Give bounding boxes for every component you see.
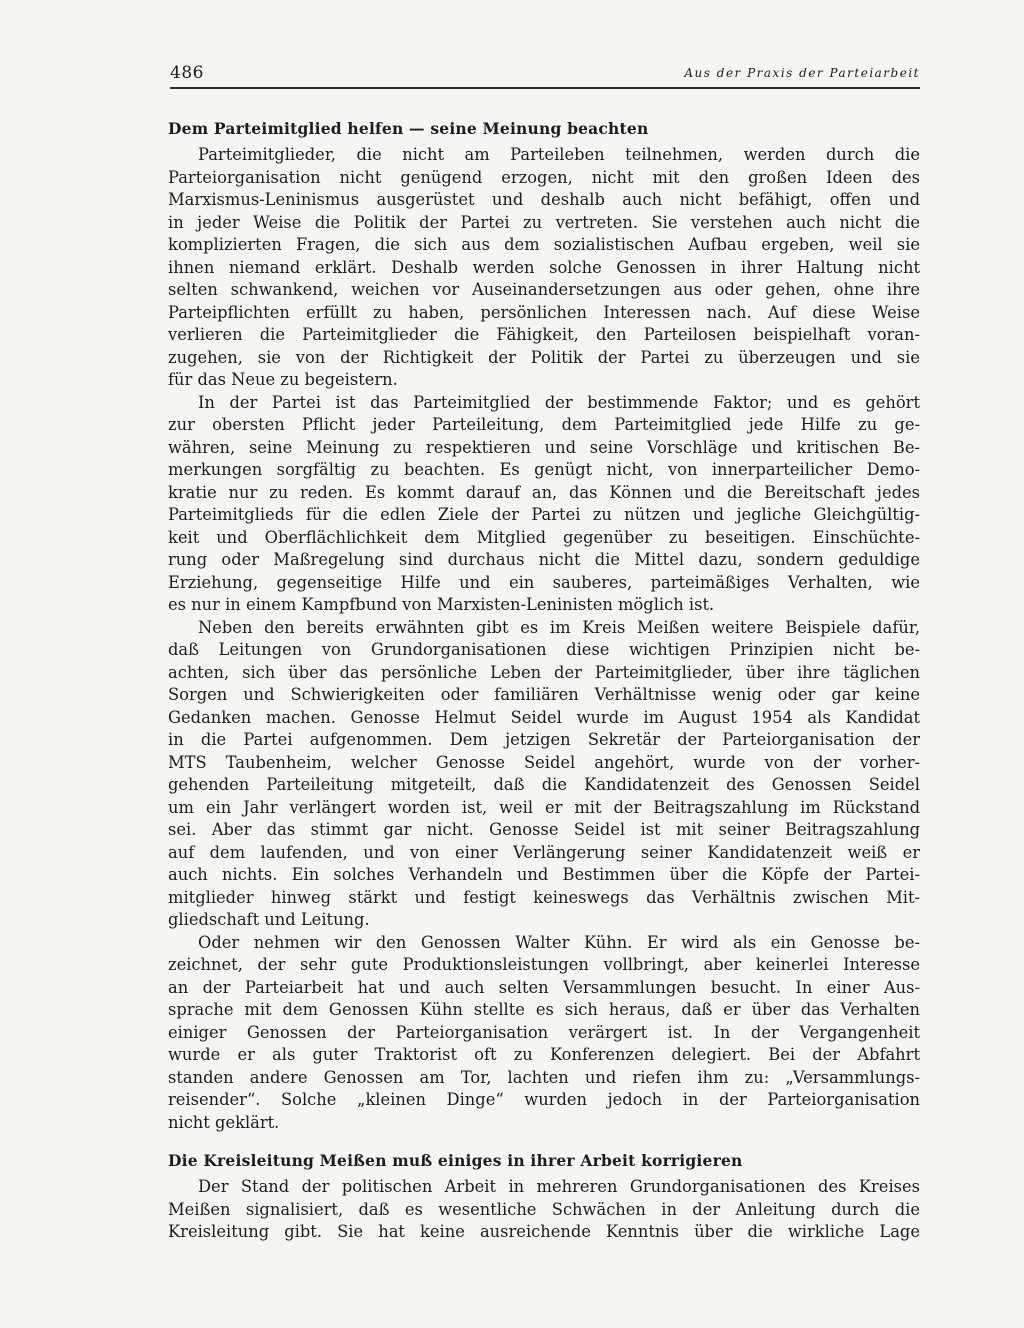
text-line: währen, seine Meinung zu respektieren und seine Vorschläge und kritischen Be- bbox=[168, 437, 920, 457]
section-gap bbox=[168, 1134, 920, 1150]
text-line: In der Partei ist das Parteimitglied der bestimmende Faktor; und es gehört bbox=[198, 392, 920, 412]
page-number: 486 bbox=[170, 63, 204, 83]
text-line: sei. Aber das stimmt gar nicht. Genosse Seidel ist mit seiner Beitragszahlung bbox=[168, 820, 920, 839]
text-line: gehenden Parteileitung mitgeteilt, daß die Kandidatenzeit des Genossen Seidel bbox=[168, 775, 920, 794]
section-heading: Dem Parteimitglied helfen — seine Meinung beachten bbox=[168, 119, 649, 138]
text-line: einiger Genossen der Parteiorganisation verärgert ist. In der Vergangenheit bbox=[168, 1022, 920, 1042]
text-line: Parteipflichten erfüllt zu haben, persönlichen Interessen nach. Auf diese Weise bbox=[168, 302, 920, 322]
text-line: Meißen signalisiert, daß es wesentliche Schwächen in der Anleitung durch die bbox=[168, 1199, 920, 1219]
section-heading: Die Kreisleitung Meißen muß einiges in ihrer Arbeit korrigieren bbox=[168, 1151, 743, 1170]
text-line: Sorgen und Schwierigkeiten oder familiären Verhältnisse wenig oder gar keine bbox=[168, 685, 920, 704]
text-line: um ein Jahr verlängert worden ist, weil er mit der Beitragszahlung im Rückstand bbox=[168, 797, 920, 817]
text-line: an der Parteiarbeit hat und auch selten Versammlungen besucht. In einer Aus- bbox=[168, 977, 920, 997]
text-line: merkungen sorgfältig zu beachten. Es genügt nicht, von innerparteilicher Demo- bbox=[168, 460, 920, 479]
paragraph bbox=[168, 932, 920, 1135]
text-line: achten, sich über das persönliche Leben der Parteimitglieder, über ihre täglichen bbox=[168, 662, 920, 682]
paragraph bbox=[168, 144, 920, 392]
text-line: kratie nur zu reden. Es kommt darauf an, das Können und die Bereitschaft jedes bbox=[168, 482, 920, 502]
text-line: ihnen niemand erklärt. Deshalb werden solche Genossen in ihrer Haltung nicht bbox=[168, 257, 920, 277]
text-line: sprache mit dem Genossen Kühn stellte es sich heraus, daß er über das Verhalten bbox=[168, 1000, 920, 1019]
running-head: Aus der Praxis der Parteiarbeit bbox=[684, 66, 920, 80]
text-line: Neben den bereits erwähnten gibt es im Kreis Meißen weitere Beispiele dafür, bbox=[198, 617, 920, 637]
text-line: Parteimitglieder, die nicht am Parteileben teilnehmen, werden durch die bbox=[198, 145, 920, 164]
text-line: nicht geklärt. bbox=[168, 1112, 280, 1132]
text-line: auf dem laufenden, und von einer Verlängerung seiner Kandidatenzeit weiß er bbox=[168, 842, 920, 862]
text-line: zur obersten Pflicht jeder Parteileitung, dem Parteimitglied jede Hilfe zu ge- bbox=[168, 415, 920, 434]
text-line: wurde er als guter Traktorist oft zu Konferenzen delegiert. Bei der Abfahrt bbox=[168, 1045, 920, 1064]
text-line: auch nichts. Ein solches Verhandeln und Bestimmen über die Köpfe der Partei- bbox=[168, 865, 920, 884]
text-line: mitglieder hinweg stärkt und festigt keineswegs das Verhältnis zwischen Mit- bbox=[168, 887, 920, 907]
paragraph bbox=[168, 1176, 920, 1244]
text-line: MTS Taubenheim, welcher Genosse Seidel angehört, wurde von der vorher- bbox=[168, 752, 920, 772]
text-line: es nur in einem Kampfbund von Marxisten-Leninisten möglich ist. bbox=[168, 595, 715, 614]
page-header bbox=[170, 63, 920, 89]
text-line: Gedanken machen. Genosse Helmut Seidel wurde im August 1954 als Kandidat bbox=[168, 707, 920, 727]
text-line: Parteiorganisation nicht genügend erzogen, nicht mit den großen Ideen des bbox=[168, 167, 920, 187]
text-line: Erziehung, gegenseitige Hilfe und ein sauberes, parteimäßiges Verhalten, wie bbox=[168, 572, 920, 592]
text-line: standen andere Genossen am Tor, lachten und riefen ihm zu: „Versammlungs- bbox=[168, 1067, 920, 1087]
text-line: rung oder Maßregelung sind durchaus nicht die Mittel dazu, sondern geduldige bbox=[168, 550, 920, 569]
text-line: keit und Oberflächlichkeit dem Mitglied gegenüber zu beseitigen. Einschüchte- bbox=[168, 527, 920, 547]
text-line: zeichnet, der sehr gute Produktionsleistungen vollbringt, aber keinerlei Interesse bbox=[168, 955, 920, 974]
text-line: Oder nehmen wir den Genossen Walter Kühn. Er wird als ein Genosse be- bbox=[198, 932, 920, 952]
text-line: zugehen, sie von der Richtigkeit der Politik der Partei zu überzeugen und sie bbox=[168, 347, 920, 367]
text-line: in jeder Weise die Politik der Partei zu vertreten. Sie verstehen auch nicht die bbox=[168, 212, 920, 232]
text-line: Kreisleitung gibt. Sie hat keine ausreichende Kenntnis über die wirkliche Lage bbox=[168, 1222, 920, 1241]
text-line: verlieren die Parteimitglieder die Fähigkeit, den Parteilosen beispielhaft voran- bbox=[168, 325, 920, 344]
text-line: für das Neue zu begeistern. bbox=[168, 370, 398, 389]
text-line: Marxismus-Leninismus ausgerüstet und deshalb auch nicht befähigt, offen und bbox=[168, 190, 920, 209]
text-line: komplizierten Fragen, die sich aus dem sozialistischen Aufbau ergeben, weil sie bbox=[168, 235, 920, 254]
paragraph bbox=[168, 617, 920, 932]
text-line: in die Partei aufgenommen. Dem jetzigen Sekretär der Parteiorganisation der bbox=[168, 730, 920, 749]
text-line: reisender“. Solche „kleinen Dinge“ wurden jedoch in der Parteiorganisation bbox=[168, 1090, 920, 1109]
text-line: Parteimitglieds für die edlen Ziele der Partei zu nützen und jegliche Gleichgültig- bbox=[168, 505, 920, 524]
text-line: daß Leitungen von Grundorganisationen diese wichtigen Prinzipien nicht be- bbox=[168, 640, 920, 659]
text-line: gliedschaft und Leitung. bbox=[168, 910, 370, 929]
article-body bbox=[168, 118, 920, 1244]
text-line: selten schwankend, weichen vor Auseinandersetzungen aus oder gehen, ohne ihre bbox=[168, 280, 920, 299]
paragraph bbox=[168, 392, 920, 617]
text-line: Der Stand der politischen Arbeit in mehreren Grundorganisationen des Kreises bbox=[198, 1177, 920, 1196]
